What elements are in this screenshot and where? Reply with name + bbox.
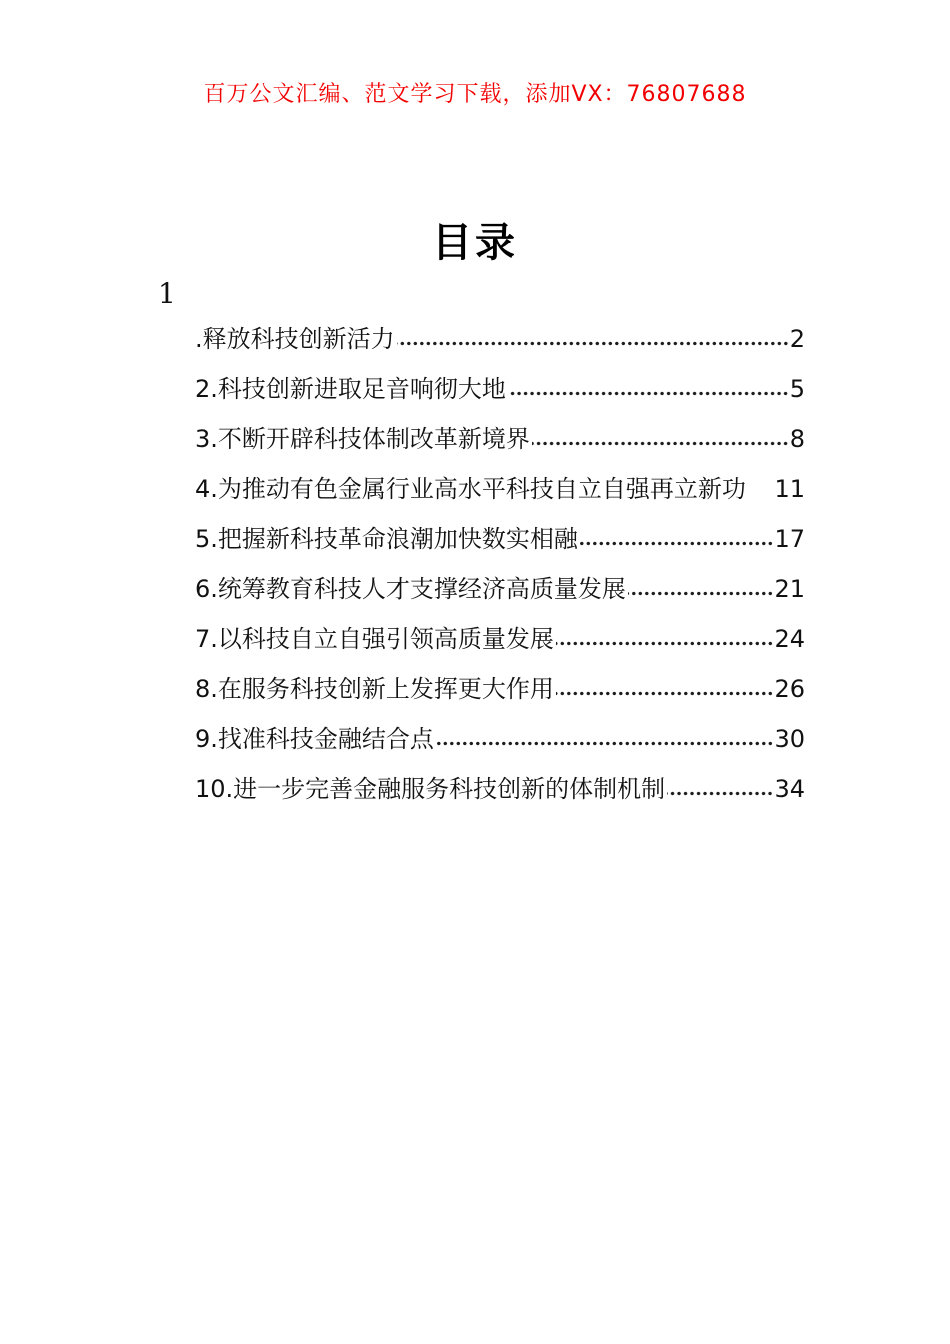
- dot-leader: [436, 740, 774, 747]
- toc-entry[interactable]: [195, 464, 805, 514]
- dot-leader: [508, 390, 789, 397]
- dot-leader: [556, 640, 774, 647]
- page-title: 目录: [432, 220, 518, 266]
- orphan-list-number: 1: [158, 277, 176, 310]
- dot-leader: [628, 590, 774, 597]
- toc-entry-title: 4.为推动有色金属行业高水平科技自立自强再立新功: [195, 475, 746, 503]
- toc-entry-title: 5.把握新科技革命浪潮加快数实相融: [195, 525, 578, 553]
- dot-leader: [397, 340, 789, 347]
- toc-page-number: 8: [789, 425, 805, 453]
- toc-page-number: 30: [774, 725, 805, 753]
- toc-page-number: 17: [774, 525, 805, 553]
- toc-page-number: 24: [774, 625, 805, 653]
- toc-page-number: 34: [774, 775, 805, 803]
- toc-page-number: 21: [774, 575, 805, 603]
- toc-page-number: 2: [789, 325, 805, 353]
- toc-entry-title: 6.统筹教育科技人才支撑经济高质量发展: [195, 575, 626, 603]
- toc-entry-title: 3.不断开辟科技体制改革新境界: [195, 425, 530, 453]
- promo-banner-text: 百万公文汇编、范文学习下载，添加VX：76807688: [203, 82, 747, 107]
- toc-entry[interactable]: [195, 414, 805, 464]
- toc-entry-title: 9.找准科技金融结合点: [195, 725, 434, 753]
- dot-leader: [556, 690, 774, 697]
- dot-leader: [748, 490, 774, 497]
- toc-entry[interactable]: [195, 314, 805, 364]
- toc-entry[interactable]: [195, 764, 805, 814]
- dot-leader: [580, 540, 774, 547]
- toc-entry[interactable]: [195, 514, 805, 564]
- toc-page-number: 26: [774, 675, 805, 703]
- toc-entry[interactable]: [195, 364, 805, 414]
- toc-entry-title: .释放科技创新活力: [195, 325, 395, 353]
- toc-entry-title: 8.在服务科技创新上发挥更大作用: [195, 675, 554, 703]
- dot-leader: [667, 790, 773, 797]
- toc-entry-title: 7.以科技自立自强引领高质量发展: [195, 625, 554, 653]
- dot-leader: [532, 440, 789, 447]
- toc-entry-title: 2.科技创新进取足音响彻大地: [195, 375, 506, 403]
- toc-entry[interactable]: [195, 564, 805, 614]
- toc-entry-title: 10.进一步完善金融服务科技创新的体制机制: [195, 775, 666, 803]
- toc-entry[interactable]: [195, 614, 805, 664]
- toc-page-number: 11: [774, 475, 805, 503]
- table-of-contents: [195, 314, 805, 814]
- toc-entry[interactable]: [195, 714, 805, 764]
- toc-page-number: 5: [789, 375, 805, 403]
- toc-entry[interactable]: [195, 664, 805, 714]
